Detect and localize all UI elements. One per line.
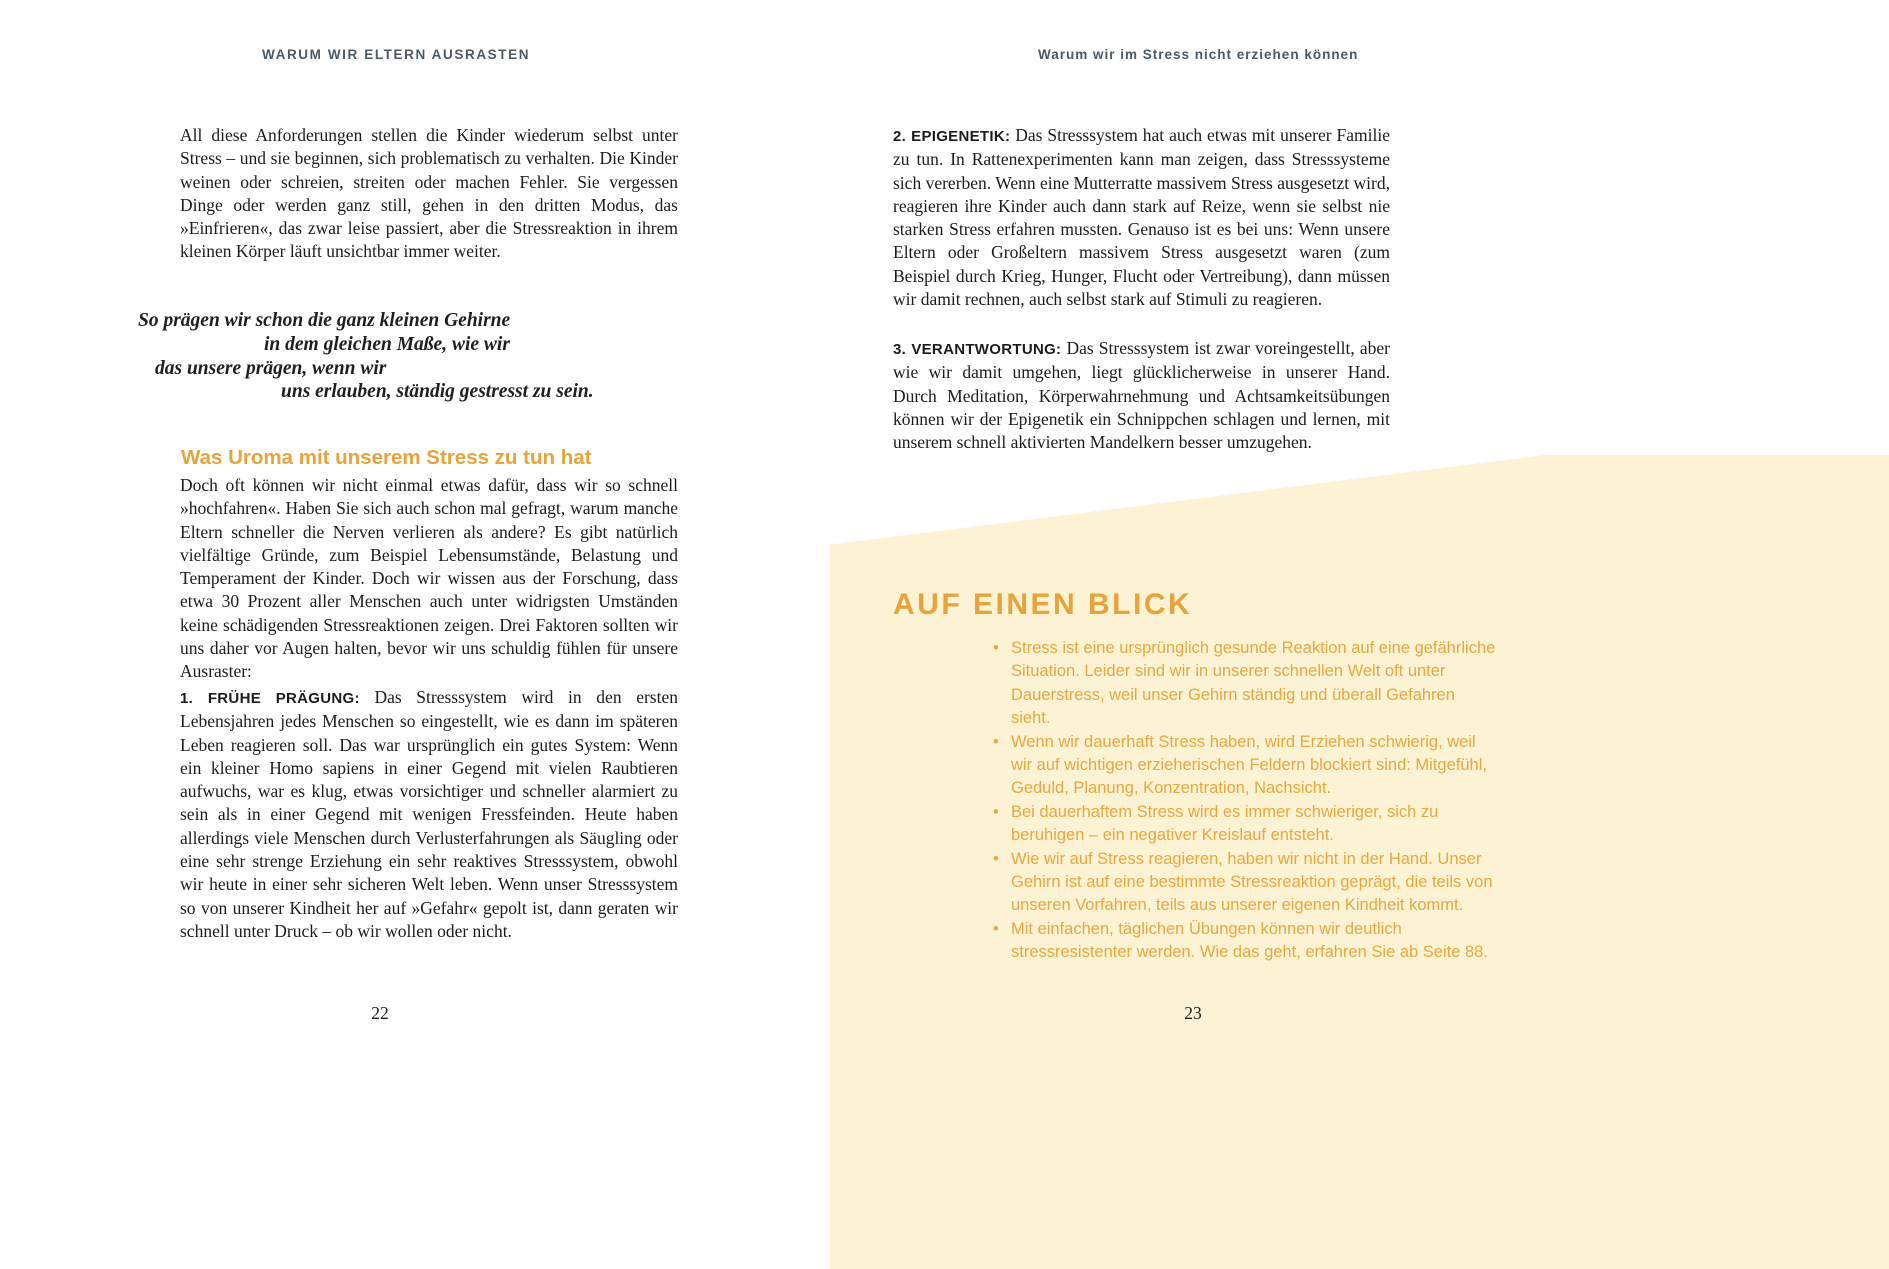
- bullet-icon: •: [993, 919, 999, 938]
- list-item: [993, 731, 1498, 801]
- bullet-icon: •: [993, 732, 999, 751]
- body-paragraph: All diese Anforderungen stellen die Kinder wiederum selbst unter Stress – und sie beginnen, sich problematisch zu verhalten. Die Kinder weinen oder schreien, streiten oder machen Fehler. Sie vergessen Dinge oder werden ganz still, gehen in den dritten Modus, das »Einfrieren«, das zwar leise passiert, aber die Stressreaktion in ihrem kleinen Körper läuft unsichtbar immer weiter.: [180, 125, 678, 262]
- bullet-text: Wie wir auf Stress reagieren, haben wir nicht in der Hand. Unser Gehirn ist auf eine bestimmte Stressreaktion geprägt, die teils von unseren Vorfahren, teils aus unserer eigenen Kindheit kommt.: [1011, 849, 1493, 915]
- bullet-text: Stress ist eine ursprünglich gesunde Reaktion auf eine gefährliche Situation. Leider sind wir in unserer schnellen Welt oft unter Dauerstress, weil unser Gehirn ständig und überall Gefahren sieht.: [1011, 639, 1496, 728]
- numbered-item-label: 1. FRÜHE PRÄGUNG:: [180, 690, 360, 707]
- quote-line: So prägen wir schon die ganz kleinen Gehirne: [138, 310, 511, 331]
- overview-box-title: AUF EINEN BLICK: [893, 588, 1193, 621]
- bullet-icon: •: [993, 802, 999, 821]
- right-running-head: Warum wir im Stress nicht erziehen können: [1038, 47, 1359, 62]
- overview-bullet-list: [993, 637, 1498, 965]
- list-item: [993, 801, 1498, 848]
- bullet-icon: •: [993, 639, 999, 657]
- left-running-head: WARUM WIR ELTERN AUSRASTEN: [262, 47, 531, 62]
- numbered-item-text: Das Stresssystem hat auch etwas mit unserer Familie zu tun. In Rattenexperimenten kann man zeigen, dass Stresssysteme sich vererben. Wenn eine Mutterratte massivem Stress ausgesetzt wird, reagieren ihre Kinder auch dann stark auf Reize, wenn sie selbst nie starken Stress erfahren mussten. Genauso ist es bei uns: Wenn unsere Eltern oder Großeltern massivem Stress ausgesetzt waren (zum Beispiel durch Krieg, Hunger, Flucht oder Vertreibung), dann müssen wir damit rechnen, auch selbst stark auf Stimuli zu reagieren.: [893, 125, 1390, 310]
- list-item: [993, 637, 1498, 731]
- numbered-item-2: [893, 124, 1390, 311]
- bullet-icon: •: [993, 849, 999, 868]
- quote-line: in dem gleichen Maße, wie wir: [264, 333, 510, 355]
- numbered-item-1: [180, 686, 678, 943]
- pull-quote: [138, 309, 698, 404]
- numbered-item-label: 3. VERANTWORTUNG:: [893, 341, 1062, 358]
- list-item: [993, 918, 1498, 965]
- page-number-right: 23: [1184, 1003, 1202, 1023]
- list-item: [993, 848, 1498, 918]
- bullet-text: Mit einfachen, täglichen Übungen können wir deutlich stressresistenter werden. Wie das geht, erfahren Sie ab Seite 88.: [1011, 919, 1488, 962]
- numbered-item-3: [893, 337, 1390, 454]
- section-heading: Was Uroma mit unserem Stress zu tun hat: [181, 446, 592, 469]
- numbered-item-text: Das Stresssystem ist zwar voreingestellt, aber wie wir damit umgehen, liegt glücklicherweise in unserer Hand. Durch Meditation, Körperwahrnehmung und Achtsamkeitsübungen können wir der Epigenetik ein Schnippchen schlagen und lernen, mit unserem schnell aktivierten Mandelkern besser umzugehen.: [893, 338, 1390, 453]
- quote-line: das unsere prägen, wenn wir: [155, 357, 387, 379]
- bullet-text: Bei dauerhaftem Stress wird es immer schwieriger, sich zu beruhigen – ein negativer Kreislauf entsteht.: [1011, 802, 1439, 845]
- numbered-item-text: Das Stresssystem wird in den ersten Lebensjahren jedes Menschen so eingestellt, wie es dann im späteren Leben reagieren soll. Das war ursprünglich ein gutes System: Wenn ein kleiner Homo sapiens in einer Gegend mit vielen Raubtieren aufwuchs, war es klug, etwas vorsichtiger und schneller alarmiert zu sein als in einer Gegend mit wenigen Fressfeinden. Heute haben allerdings viele Menschen durch Verlusterfahrungen als Säugling oder eine sehr strenge Erziehung ein sehr reaktives Stresssystem, obwohl wir heute in einer sehr sicheren Welt leben. Wenn unser Stresssystem so von unserer Kindheit her auf »Gefahr« gepolt ist, dann geraten wir schnell unter Druck – ob wir wollen oder nicht.: [180, 687, 678, 941]
- body-paragraph: Doch oft können wir nicht einmal etwas dafür, dass wir so schnell »hochfahren«. Haben Sie sich auch schon mal gefragt, warum manche Eltern schneller die Nerven verlieren als andere? Es gibt natürlich vielfältige Gründe, zum Beispiel Lebensumstände, Belastung und Temperament der Kinder. Doch wir wissen aus der Forschung, dass etwa 30 Prozent aller Menschen auch unter widrigsten Umständen keine schädigenden Stressreaktionen zeigen. Drei Faktoren sollten wir uns daher vor Augen halten, bevor wir uns schuldig fühlen für unsere Ausraster:: [180, 475, 678, 682]
- page-number-left: 22: [371, 1003, 389, 1023]
- bullet-text: Wenn wir dauerhaft Stress haben, wird Erziehen schwierig, weil wir auf wichtigen erzieherischen Feldern blockiert sind: Mitgefühl, Geduld, Planung, Konzentration, Nachsicht.: [1011, 732, 1487, 798]
- quote-line: uns erlauben, ständig gestresst zu sein.: [281, 381, 594, 403]
- numbered-item-label: 2. EPIGENETIK:: [893, 128, 1011, 145]
